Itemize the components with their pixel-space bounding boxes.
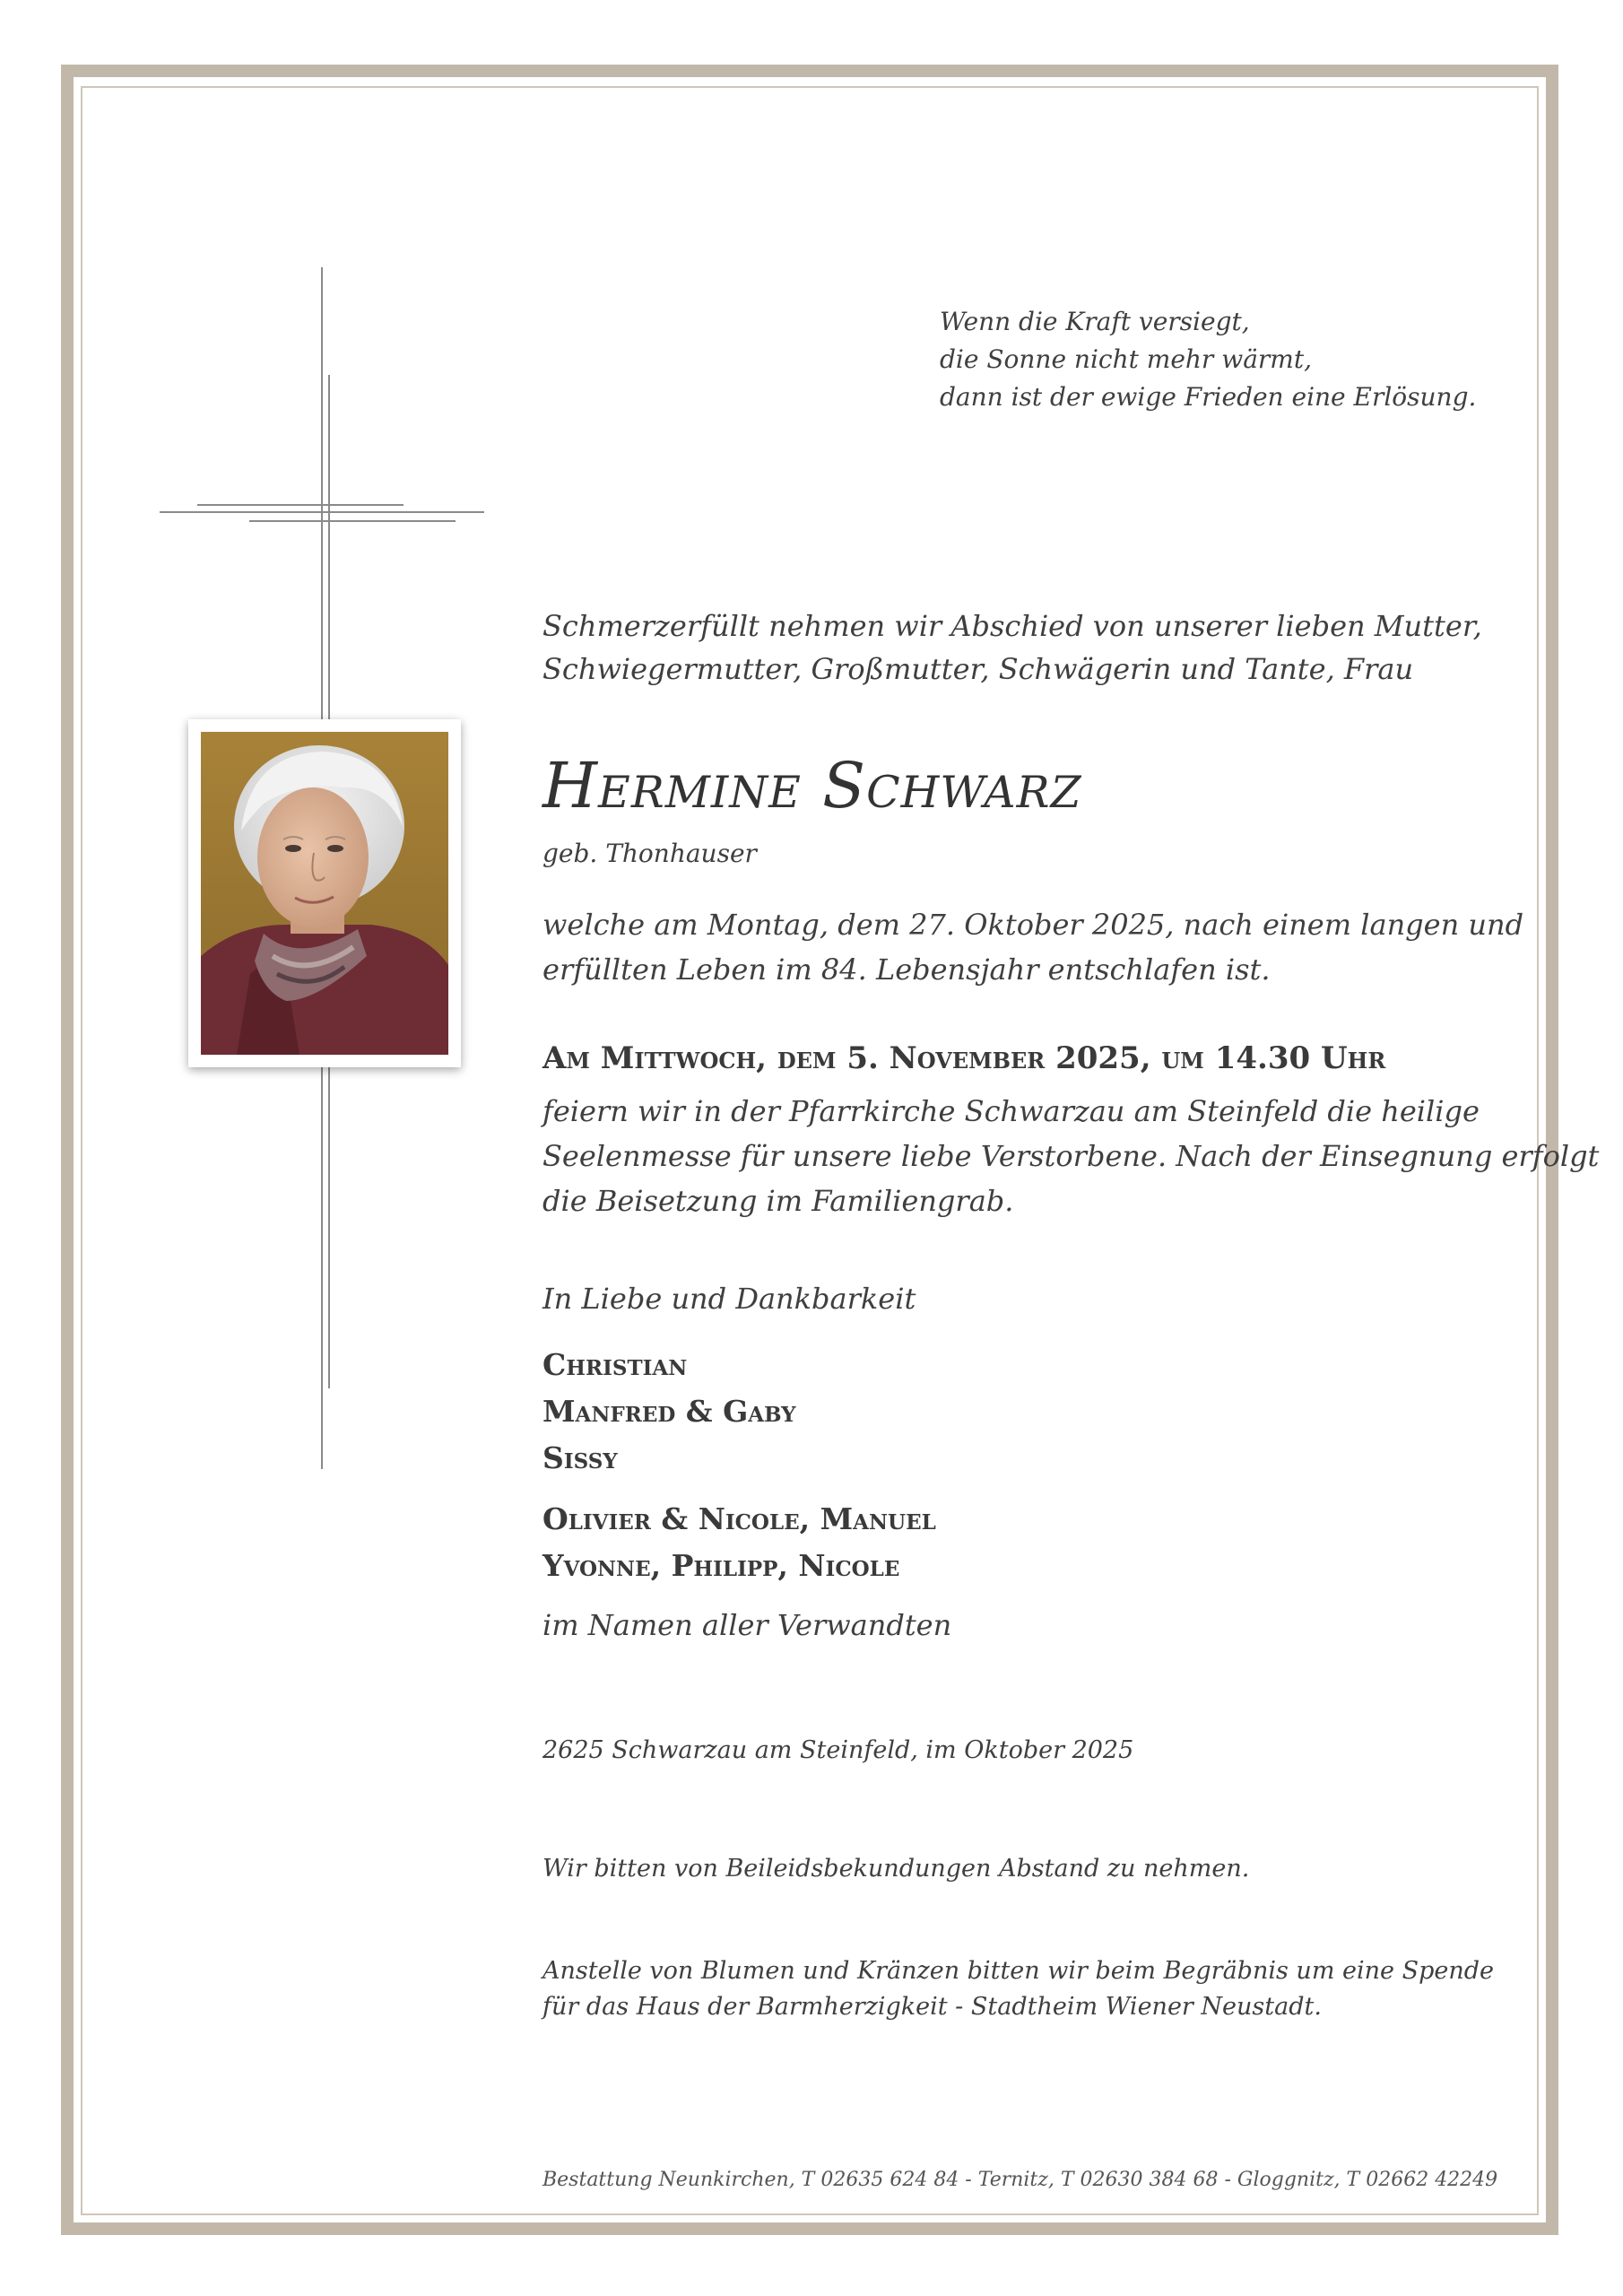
funeral-date-heading: Am Mittwoch, dem 5. November 2025, um 14.30 Uhr: [542, 1040, 1386, 1076]
quote-line: dann ist der ewige Frieden eine Erlösung.: [940, 382, 1477, 412]
cross-horizontal-line: [197, 504, 404, 506]
mourner-name: Sissy: [542, 1440, 618, 1475]
funeral-text: [542, 1089, 1599, 1223]
mourner-name: Christian: [542, 1347, 688, 1382]
intro-text: [542, 604, 1482, 691]
cross-horizontal-line: [160, 511, 484, 513]
intro-line: Schwiegermutter, Großmutter, Schwägerin und Tante, Frau: [542, 652, 1414, 686]
portrait-photo-illustration: [201, 732, 448, 1055]
mourners-children: [542, 1342, 796, 1482]
cross-vertical-line: [321, 1317, 323, 1469]
condolence-note: Wir bitten von Beileidsbekundungen Abstand zu nehmen.: [542, 1855, 1250, 1883]
donation-line: Anstelle von Blumen und Kränzen bitten wir beim Begräbnis um eine Spende: [542, 1957, 1494, 1985]
death-line: welche am Montag, dem 27. Oktober 2025, nach einem langen und: [542, 908, 1524, 942]
birth-name: geb. Thonhauser: [542, 839, 757, 868]
funeral-line: feiern wir in der Pfarrkirche Schwarzau am Steinfeld die heilige: [542, 1094, 1480, 1128]
funeral-home-footer: Bestattung Neunkirchen, T 02635 624 84 - Ternitz, T 02630 384 68 - Gloggnitz, T 02662 42249: [542, 2169, 1498, 2191]
cross-horizontal-line: [249, 520, 456, 522]
portrait-photo-frame: [188, 719, 461, 1067]
mourner-name: Olivier & Nicole, Manuel: [542, 1501, 936, 1536]
deceased-name: Hermine Schwarz: [542, 749, 1082, 822]
place-date: 2625 Schwarzau am Steinfeld, im Oktober 2025: [542, 1736, 1134, 1764]
funeral-line: Seelenmesse für unsere liebe Verstorbene. Nach der Einsegnung erfolgt: [542, 1139, 1600, 1173]
mourner-name: Yvonne, Philipp, Nicole: [542, 1548, 900, 1583]
quote: [940, 303, 1476, 416]
mourner-name: Manfred & Gaby: [542, 1394, 796, 1429]
donation-note: [542, 1953, 1494, 2025]
mourners-grandchildren: [542, 1496, 936, 1589]
quote-line: Wenn die Kraft versiegt,: [940, 307, 1250, 336]
funeral-line: die Beisetzung im Familiengrab.: [542, 1184, 1014, 1218]
mourners-greeting: In Liebe und Dankbarkeit: [542, 1282, 916, 1316]
death-line: erfüllten Leben im 84. Lebensjahr entschlafen ist.: [542, 952, 1271, 987]
donation-line: für das Haus der Barmherzigkeit - Stadtheim Wiener Neustadt.: [542, 1993, 1322, 2021]
quote-line: die Sonne nicht mehr wärmt,: [940, 344, 1312, 374]
death-notice-text: [542, 902, 1523, 992]
relatives-note: im Namen aller Verwandten: [542, 1608, 952, 1642]
intro-line: Schmerzerfüllt nehmen wir Abschied von unserer lieben Mutter,: [542, 609, 1482, 643]
portrait-photo: [201, 732, 448, 1055]
